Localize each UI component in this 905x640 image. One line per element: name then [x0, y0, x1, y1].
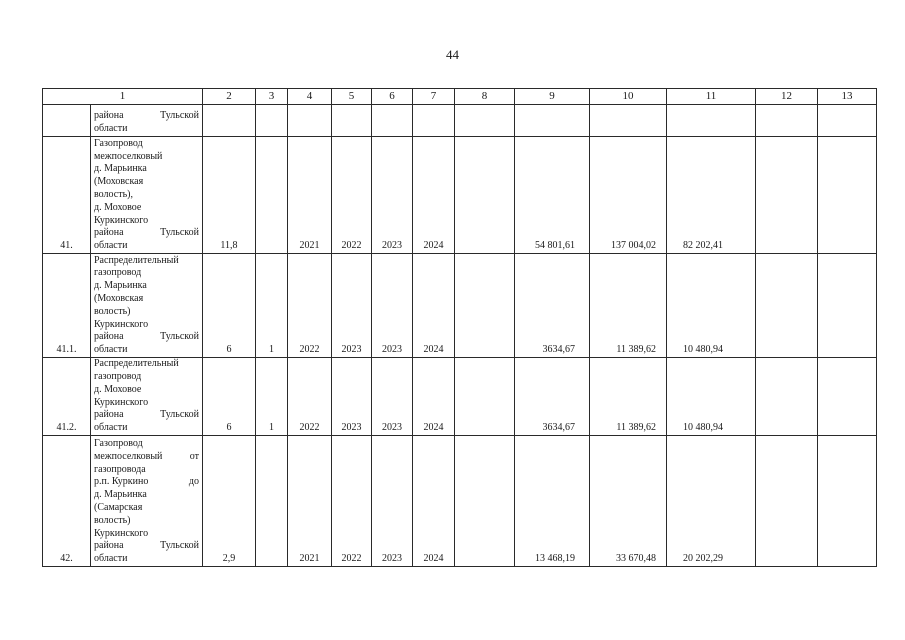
cell-col-6 — [372, 105, 413, 137]
object-name — [91, 137, 203, 254]
name-word: межпоселковый — [94, 150, 163, 162]
name-word: области — [94, 344, 128, 356]
cell-col-8 — [455, 358, 515, 436]
cell-col-9: 3634,67 — [515, 254, 590, 358]
name-word: д. Марьинка — [94, 489, 147, 501]
object-name — [91, 436, 203, 567]
name-line — [94, 331, 199, 344]
name-line — [94, 409, 199, 422]
cell-col-9: 13 468,19 — [515, 436, 590, 567]
name-word: Тульской — [160, 331, 199, 343]
cell-col-7: 2024 — [413, 436, 455, 567]
cell-col-5 — [332, 105, 372, 137]
cell-col-4: 2021 — [288, 436, 332, 567]
name-word: района — [94, 227, 124, 239]
name-line — [94, 553, 199, 566]
name-word: Тульской — [160, 227, 199, 239]
cell-col-4: 2021 — [288, 137, 332, 254]
name-line — [94, 384, 199, 397]
name-word: р.п. Куркино — [94, 476, 149, 488]
name-line — [94, 451, 199, 464]
name-line — [94, 540, 199, 553]
name-word: Куркинского — [94, 396, 149, 408]
cell-col-12 — [756, 105, 818, 137]
cell-col-12 — [756, 436, 818, 567]
cell-col-11: 20 202,29 — [667, 436, 756, 567]
name-line — [94, 151, 199, 164]
object-name — [91, 105, 203, 137]
column-header: 6 — [372, 89, 413, 105]
name-word: области — [94, 553, 128, 565]
cell-col-13 — [818, 358, 877, 436]
name-word: района — [94, 409, 124, 421]
cell-col-3: 1 — [256, 358, 288, 436]
name-line — [94, 215, 199, 228]
row-number: 41.1. — [43, 254, 91, 358]
name-line — [94, 202, 199, 215]
cell-col-13 — [818, 105, 877, 137]
cell-col-2 — [203, 105, 256, 137]
name-line — [94, 422, 199, 435]
cell-col-13 — [818, 137, 877, 254]
column-header: 4 — [288, 89, 332, 105]
name-line — [94, 189, 199, 202]
cell-col-6: 2023 — [372, 137, 413, 254]
name-word: Газопровод — [94, 137, 143, 149]
name-word: Газопровод — [94, 438, 143, 450]
column-header: 11 — [667, 89, 756, 105]
column-header: 1 — [43, 89, 203, 105]
name-word: (Самарская — [94, 502, 143, 514]
cell-col-8 — [455, 254, 515, 358]
name-word: до — [188, 476, 199, 488]
cell-col-10: 11 389,62 — [590, 358, 667, 436]
cell-col-3 — [256, 105, 288, 137]
name-word: д. Моховое — [94, 201, 142, 213]
cell-col-12 — [756, 358, 818, 436]
name-word: д. Моховое — [94, 383, 142, 395]
name-line — [94, 489, 199, 502]
name-word: Куркинского — [94, 214, 149, 226]
cell-col-10: 33 670,48 — [590, 436, 667, 567]
cell-col-4: 2022 — [288, 254, 332, 358]
name-word: Тульской — [160, 110, 199, 122]
name-word: от — [189, 450, 199, 462]
cell-col-5: 2022 — [332, 137, 372, 254]
cell-col-9 — [515, 105, 590, 137]
name-line — [94, 515, 199, 528]
name-word: волость) — [94, 305, 131, 317]
row-number — [43, 105, 91, 137]
name-word: Куркинского — [94, 527, 149, 539]
column-header: 9 — [515, 89, 590, 105]
name-word: Тульской — [160, 409, 199, 421]
name-line — [94, 358, 199, 371]
column-header: 2 — [203, 89, 256, 105]
cell-col-7: 2024 — [413, 358, 455, 436]
page-number: 44 — [446, 47, 459, 62]
name-line — [94, 344, 199, 357]
cell-col-6: 2023 — [372, 436, 413, 567]
name-line — [94, 240, 199, 253]
cell-col-10 — [590, 105, 667, 137]
data-table — [42, 88, 877, 567]
cell-col-3: 1 — [256, 254, 288, 358]
name-word: области — [94, 240, 128, 252]
cell-col-3 — [256, 436, 288, 567]
column-header: 8 — [455, 89, 515, 105]
name-word: (Моховская — [94, 293, 144, 305]
row-number: 41.2. — [43, 358, 91, 436]
name-word: (Моховская — [94, 176, 144, 188]
name-word: района — [94, 331, 124, 343]
row-number: 42. — [43, 436, 91, 567]
name-line — [94, 464, 199, 477]
name-line — [94, 163, 199, 176]
name-line — [94, 476, 199, 489]
cell-col-7 — [413, 105, 455, 137]
name-word: Распределительный — [94, 358, 179, 370]
cell-col-7: 2024 — [413, 254, 455, 358]
cell-col-5: 2023 — [332, 254, 372, 358]
cell-col-13 — [818, 436, 877, 567]
name-word: волость) — [94, 514, 131, 526]
name-line — [94, 502, 199, 515]
cell-col-10: 11 389,62 — [590, 254, 667, 358]
cell-col-8 — [455, 105, 515, 137]
cell-col-13 — [818, 254, 877, 358]
name-word: Тульской — [160, 540, 199, 552]
name-word: газопровод — [94, 371, 142, 383]
cell-col-11: 10 480,94 — [667, 358, 756, 436]
table-row — [43, 358, 877, 436]
cell-col-11: 82 202,41 — [667, 137, 756, 254]
row-number: 41. — [43, 137, 91, 254]
cell-col-2: 2,9 — [203, 436, 256, 567]
name-word: газопровод — [94, 267, 142, 279]
table-row — [43, 105, 877, 137]
name-line — [94, 176, 199, 189]
table-row — [43, 137, 877, 254]
cell-col-3 — [256, 137, 288, 254]
column-header: 3 — [256, 89, 288, 105]
table-body — [43, 89, 877, 567]
cell-col-12 — [756, 254, 818, 358]
name-line — [94, 227, 199, 240]
cell-col-9: 3634,67 — [515, 358, 590, 436]
name-word: Распределительный — [94, 254, 179, 266]
object-name — [91, 254, 203, 358]
name-word: д. Марьинка — [94, 280, 147, 292]
cell-col-6: 2023 — [372, 358, 413, 436]
cell-col-9: 54 801,61 — [515, 137, 590, 254]
name-line — [94, 397, 199, 410]
column-header: 10 — [590, 89, 667, 105]
name-line — [94, 528, 199, 541]
name-line — [94, 267, 199, 280]
name-line — [94, 110, 199, 123]
cell-col-5: 2023 — [332, 358, 372, 436]
name-line — [94, 438, 199, 451]
name-word: области — [94, 422, 128, 434]
name-line — [94, 371, 199, 384]
cell-col-4: 2022 — [288, 358, 332, 436]
name-word: Куркинского — [94, 318, 149, 330]
cell-col-4 — [288, 105, 332, 137]
cell-col-8 — [455, 436, 515, 567]
cell-col-11: 10 480,94 — [667, 254, 756, 358]
cell-col-2: 6 — [203, 358, 256, 436]
name-line — [94, 123, 199, 136]
cell-col-11 — [667, 105, 756, 137]
cell-col-2: 11,8 — [203, 137, 256, 254]
name-word: волость), — [94, 189, 133, 201]
column-header: 13 — [818, 89, 877, 105]
name-word: района — [94, 540, 124, 552]
column-header: 5 — [332, 89, 372, 105]
name-word: района — [94, 110, 124, 122]
table-row — [43, 436, 877, 567]
table-row — [43, 254, 877, 358]
name-line — [94, 138, 199, 151]
name-word: межпоселковый — [94, 450, 163, 462]
cell-col-7: 2024 — [413, 137, 455, 254]
name-line — [94, 306, 199, 319]
header-row — [43, 89, 877, 105]
cell-col-8 — [455, 137, 515, 254]
name-line — [94, 293, 199, 306]
name-line — [94, 280, 199, 293]
cell-col-6: 2023 — [372, 254, 413, 358]
column-header: 12 — [756, 89, 818, 105]
name-word: газопровода — [94, 463, 146, 475]
object-name — [91, 358, 203, 436]
cell-col-10: 137 004,02 — [590, 137, 667, 254]
name-word: области — [94, 123, 128, 135]
column-header: 7 — [413, 89, 455, 105]
cell-col-2: 6 — [203, 254, 256, 358]
cell-col-5: 2022 — [332, 436, 372, 567]
cell-col-12 — [756, 137, 818, 254]
name-line — [94, 255, 199, 268]
name-word: д. Марьинка — [94, 163, 147, 175]
name-line — [94, 319, 199, 332]
